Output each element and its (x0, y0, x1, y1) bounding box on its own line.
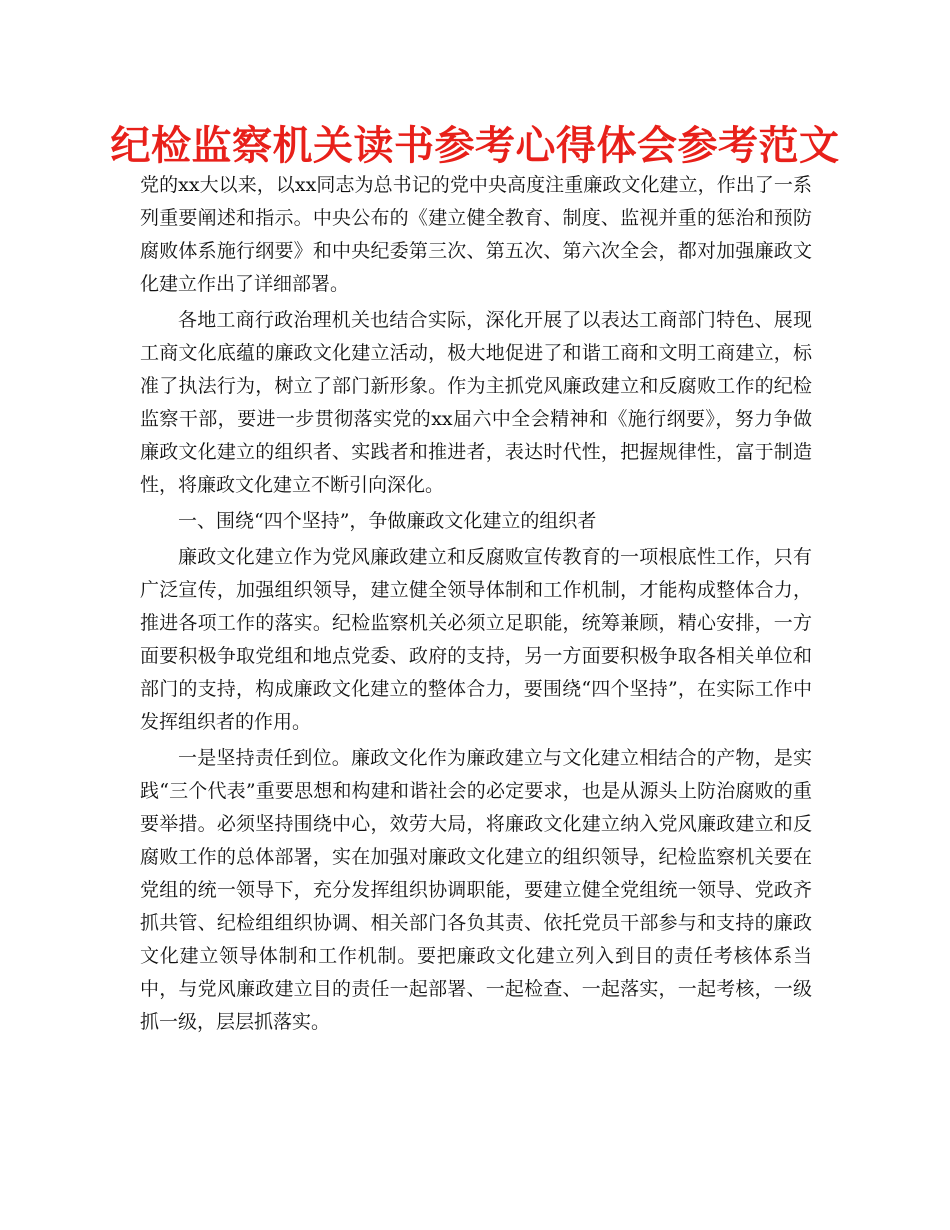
section-heading-one: 一、围绕“四个坚持”，争做廉政文化建立的组织者 (178, 510, 597, 532)
paragraph-foundation-work: 廉政文化建立作为党风廉政建立和反腐败宣传教育的一项根底性工作，只有广泛宣传，加强组织领导，建立健全领导体制和工作机制，才能构成整体合力，推进各项工作的落实。纪检监察机关必须立足职能，统筹兼顾，精心安排，一方面要积极争取党组和地点党委、政府的支持，另一方面要积极争取各相关单位和部门的支持，构成廉政文化建立的整体合力，要围绕“四个坚持”，在实际工作中发挥组织者的作用。 (140, 546, 812, 733)
document-body (140, 169, 812, 1042)
document-title: 纪检监察机关读书参考心得体会参考范文 (110, 123, 840, 169)
paragraph-intro: 党的xx大以来，以xx同志为总书记的党中央高度注重廉政文化建立，作出了一系列重要阐述和指示。中央公布的《建立健全教育、制度、监视并重的惩治和预防腐败体系施行纲要》和中央纪委第三次、第五次、第六次全会，都对加强廉政文化建立作出了详细部署。 (140, 174, 812, 295)
paragraph-responsibility: 一是坚持责任到位。廉政文化作为廉政建立与文化建立相结合的产物，是实践“三个代表”重要思想和构建和谐社会的必定要求，也是从源头上防治腐败的重要举措。必须坚持围绕中心，效劳大局，将廉政文化建立纳入党风廉政建立和反腐败工作的总体部署，实在加强对廉政文化建立的组织领导，纪检监察机关要在党组的统一领导下，充分发挥组织协调职能，要建立健全党组统一领导、党政齐抓共管、纪检组组织协调、相关部门各负其责、依托党员干部参与和支持的廉政文化建立领导体制和工作机制。要把廉政文化建立列入到目的责任考核体系当中，与党风廉政建立目的责任一起部署、一起检查、一起落实，一起考核，一级抓一级，层层抓落实。 (140, 747, 812, 1033)
paragraph-local-bureaus: 各地工商行政治理机关也结合实际，深化开展了以表达工商部门特色、展现工商文化底蕴的廉政文化建立活动，极大地促进了和谐工商和文明工商建立，标准了执法行为，树立了部门新形象。作为主抓党风廉政建立和反腐败工作的纪检监察干部，要进一步贯彻落实党的xx届六中全会精神和《施行纲要》，努力争做廉政文化建立的组织者、实践者和推进者，表达时代性，把握规律性，富于制造性，将廉政文化建立不断引向深化。 (140, 309, 812, 496)
